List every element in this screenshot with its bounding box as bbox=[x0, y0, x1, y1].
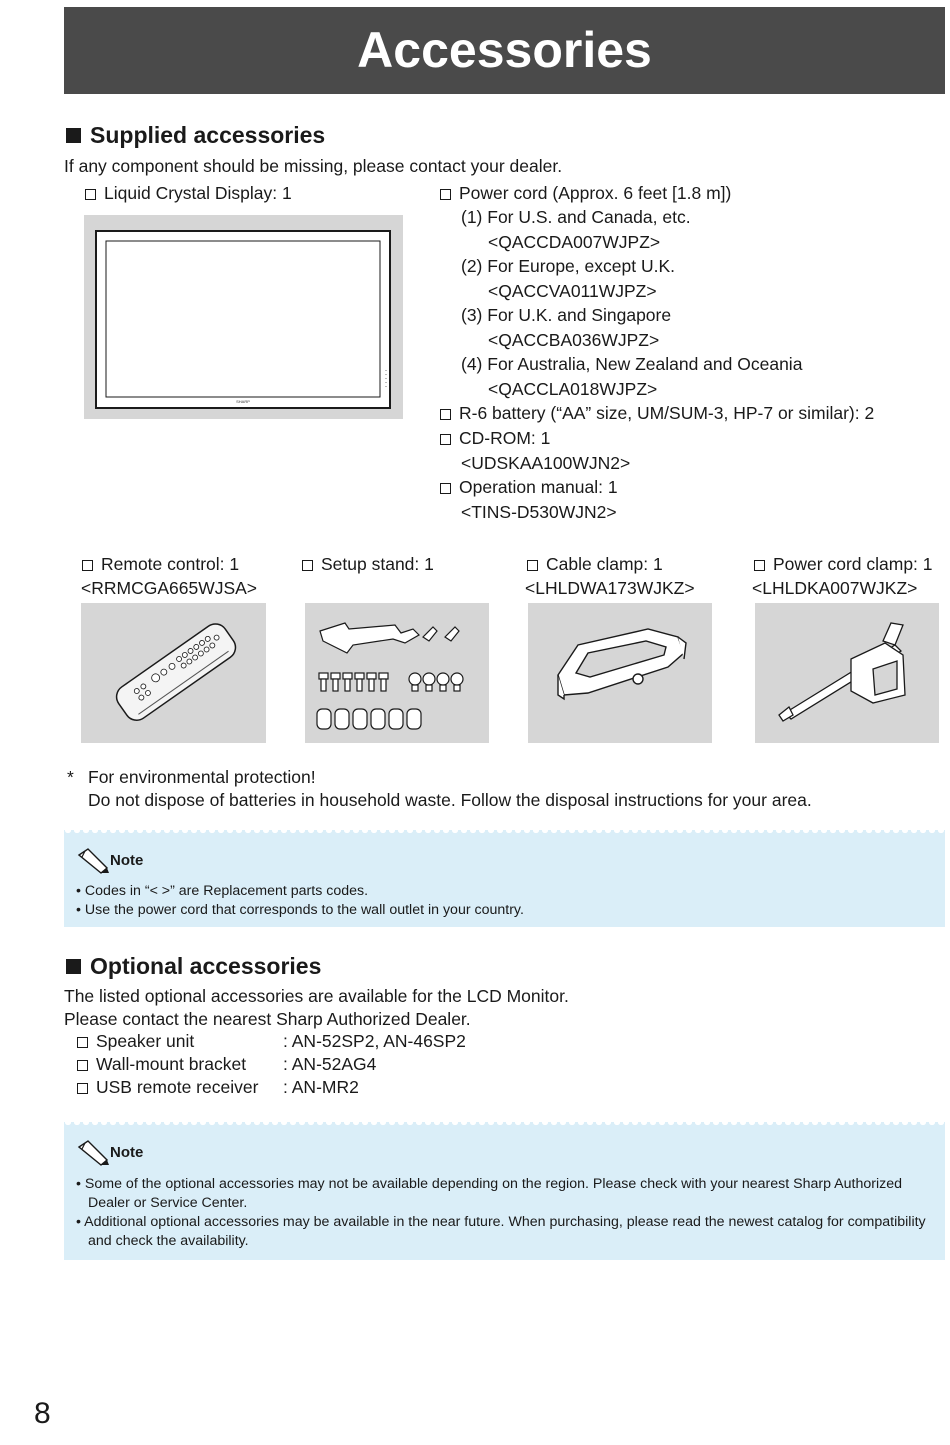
power-cord-label: Power cord (Approx. 6 feet [1.8 m]) bbox=[459, 183, 732, 203]
optional-item-value: : AN-MR2 bbox=[283, 1077, 359, 1097]
note-1-item-text: Codes in “< >” are Replacement parts codes. bbox=[84, 883, 369, 899]
pencil-note-icon bbox=[76, 846, 110, 874]
note-1-item: • Use the power cord that corresponds to the wall outlet in your country. bbox=[76, 902, 524, 918]
battery-label: R-6 battery (“AA” size, UM/SUM-3, HP-7 or similar): 2 bbox=[459, 403, 875, 423]
note-box-2 bbox=[64, 1122, 945, 1260]
note-2-list bbox=[76, 1175, 926, 1251]
note-dots bbox=[64, 830, 945, 838]
manual-label: Operation manual: 1 bbox=[459, 477, 618, 497]
lcd-item bbox=[85, 181, 292, 206]
lcd-label: Liquid Crystal Display: 1 bbox=[104, 183, 292, 203]
manual-code: <TINS-D530WJN2> bbox=[461, 502, 617, 522]
cdrom-label: CD-ROM: 1 bbox=[459, 428, 551, 448]
power-cord-clamp-icon bbox=[755, 603, 939, 743]
checkbox-icon bbox=[85, 189, 96, 200]
remote-item bbox=[82, 552, 239, 577]
optional-intro-1: The listed optional accessories are available for the LCD Monitor. bbox=[64, 986, 569, 1006]
note-2-title-text: Note bbox=[110, 1143, 144, 1161]
cable-clamp-icon bbox=[528, 603, 712, 743]
lcd-image bbox=[84, 215, 403, 419]
optional-item-value: : AN-52AG4 bbox=[283, 1054, 377, 1074]
stand-label: Setup stand: 1 bbox=[321, 554, 434, 574]
optional-item-wall-mount bbox=[77, 1052, 376, 1077]
note-dots bbox=[64, 1122, 945, 1130]
power-cord-variant-4: (4) For Australia, New Zealand and Oceania bbox=[461, 354, 803, 374]
power-cord-code-2: <QACCVA011WJPZ> bbox=[488, 281, 657, 301]
power-cord-code-3: <QACCBA036WJPZ> bbox=[488, 330, 660, 350]
checkbox-icon bbox=[440, 483, 451, 494]
power-cord-item bbox=[440, 181, 731, 206]
supplied-heading bbox=[66, 122, 325, 149]
bullet-square-icon bbox=[66, 959, 81, 974]
lcd-display-icon bbox=[84, 215, 403, 419]
checkbox-icon bbox=[82, 560, 93, 571]
optional-item-label: Wall-mount bracket bbox=[96, 1054, 247, 1074]
power-cord-variant-1: (1) For U.S. and Canada, etc. bbox=[461, 207, 691, 227]
note-2-item: • Some of the optional accessories may not be available depending on the region. Please check with your nearest Sharp Authorized Dealer or Service Center. bbox=[76, 1176, 902, 1211]
cdrom-code: <UDSKAA100WJN2> bbox=[461, 453, 631, 473]
checkbox-icon bbox=[440, 189, 451, 200]
cord-clamp-item bbox=[754, 552, 933, 577]
cord-clamp-image bbox=[755, 603, 939, 743]
checkbox-icon bbox=[77, 1037, 88, 1048]
lcd-logo: SHARP bbox=[236, 399, 250, 404]
page-title: Accessories bbox=[64, 7, 945, 94]
supplied-heading-text: Supplied accessories bbox=[90, 122, 326, 148]
power-cord-code-4: <QACCLA018WJPZ> bbox=[488, 379, 658, 399]
note-2-item: • Additional optional accessories may be available in the near future. When purchasing, please read the newest catalog for compatibility and check the availability. bbox=[76, 1214, 926, 1249]
checkbox-icon bbox=[440, 409, 451, 420]
note-1-item: • Codes in “< >” are Replacement parts codes. bbox=[76, 883, 369, 899]
optional-item-label: Speaker unit bbox=[96, 1031, 195, 1051]
supplied-intro: If any component should be missing, please contact your dealer. bbox=[64, 156, 563, 176]
power-cord-variant-2: (2) For Europe, except U.K. bbox=[461, 256, 675, 276]
stand-item bbox=[302, 552, 434, 577]
battery-item bbox=[440, 401, 874, 426]
note-1-item-text: Use the power cord that corresponds to the wall outlet in your country. bbox=[84, 902, 524, 918]
cable-clamp-label: Cable clamp: 1 bbox=[546, 554, 663, 574]
note-1-title bbox=[76, 846, 143, 874]
checkbox-icon bbox=[527, 560, 538, 571]
cable-clamp-code: <LHLDWA173WJKZ> bbox=[525, 578, 695, 598]
cord-clamp-label: Power cord clamp: 1 bbox=[773, 554, 933, 574]
remote-control-icon bbox=[81, 603, 266, 743]
checkbox-icon bbox=[440, 434, 451, 445]
cable-clamp-item bbox=[527, 552, 663, 577]
cdrom-item bbox=[440, 426, 550, 451]
optional-heading bbox=[66, 953, 321, 980]
remote-code: <RRMCGA665WJSA> bbox=[81, 578, 258, 598]
optional-item-value: : AN-52SP2, AN-46SP2 bbox=[283, 1031, 466, 1051]
remote-label: Remote control: 1 bbox=[101, 554, 240, 574]
env-line-1: For environmental protection! bbox=[88, 767, 316, 787]
optional-item-speaker bbox=[77, 1029, 466, 1054]
note-2-title bbox=[76, 1138, 143, 1166]
setup-stand-icon bbox=[305, 603, 489, 743]
env-asterisk: * bbox=[67, 767, 74, 787]
optional-item-usb-receiver bbox=[77, 1075, 359, 1100]
note-1-title-text: Note bbox=[110, 851, 144, 869]
note-box-1 bbox=[64, 830, 945, 927]
checkbox-icon bbox=[302, 560, 313, 571]
bullet-square-icon bbox=[66, 128, 81, 143]
env-line-2: Do not dispose of batteries in household waste. Follow the disposal instructions for your area. bbox=[88, 790, 812, 810]
power-cord-variant-3: (3) For U.K. and Singapore bbox=[461, 305, 672, 325]
power-cord-code-1: <QACCDA007WJPZ> bbox=[488, 232, 661, 252]
page-number: 8 bbox=[34, 1397, 51, 1430]
remote-image bbox=[81, 603, 266, 743]
note-2-item-text: Additional optional accessories may be available in the near future. When purchasing, please read the newest catalog for compatibility and check the availability. bbox=[84, 1214, 926, 1249]
optional-intro-2: Please contact the nearest Sharp Authorized Dealer. bbox=[64, 1009, 471, 1029]
cord-clamp-code: <LHLDKA007WJKZ> bbox=[752, 578, 918, 598]
note-1-list bbox=[76, 882, 936, 920]
cable-clamp-image bbox=[528, 603, 712, 743]
checkbox-icon bbox=[77, 1060, 88, 1071]
checkbox-icon bbox=[77, 1083, 88, 1094]
pencil-note-icon bbox=[76, 1138, 110, 1166]
optional-item-label: USB remote receiver bbox=[96, 1077, 259, 1097]
stand-image bbox=[305, 603, 489, 743]
checkbox-icon bbox=[754, 560, 765, 571]
manual-item bbox=[440, 475, 618, 500]
note-2-item-text: Some of the optional accessories may not be available depending on the region. Please check with your nearest Sharp Authorized Dealer or Service Center. bbox=[84, 1176, 902, 1211]
optional-heading-text: Optional accessories bbox=[90, 953, 322, 979]
